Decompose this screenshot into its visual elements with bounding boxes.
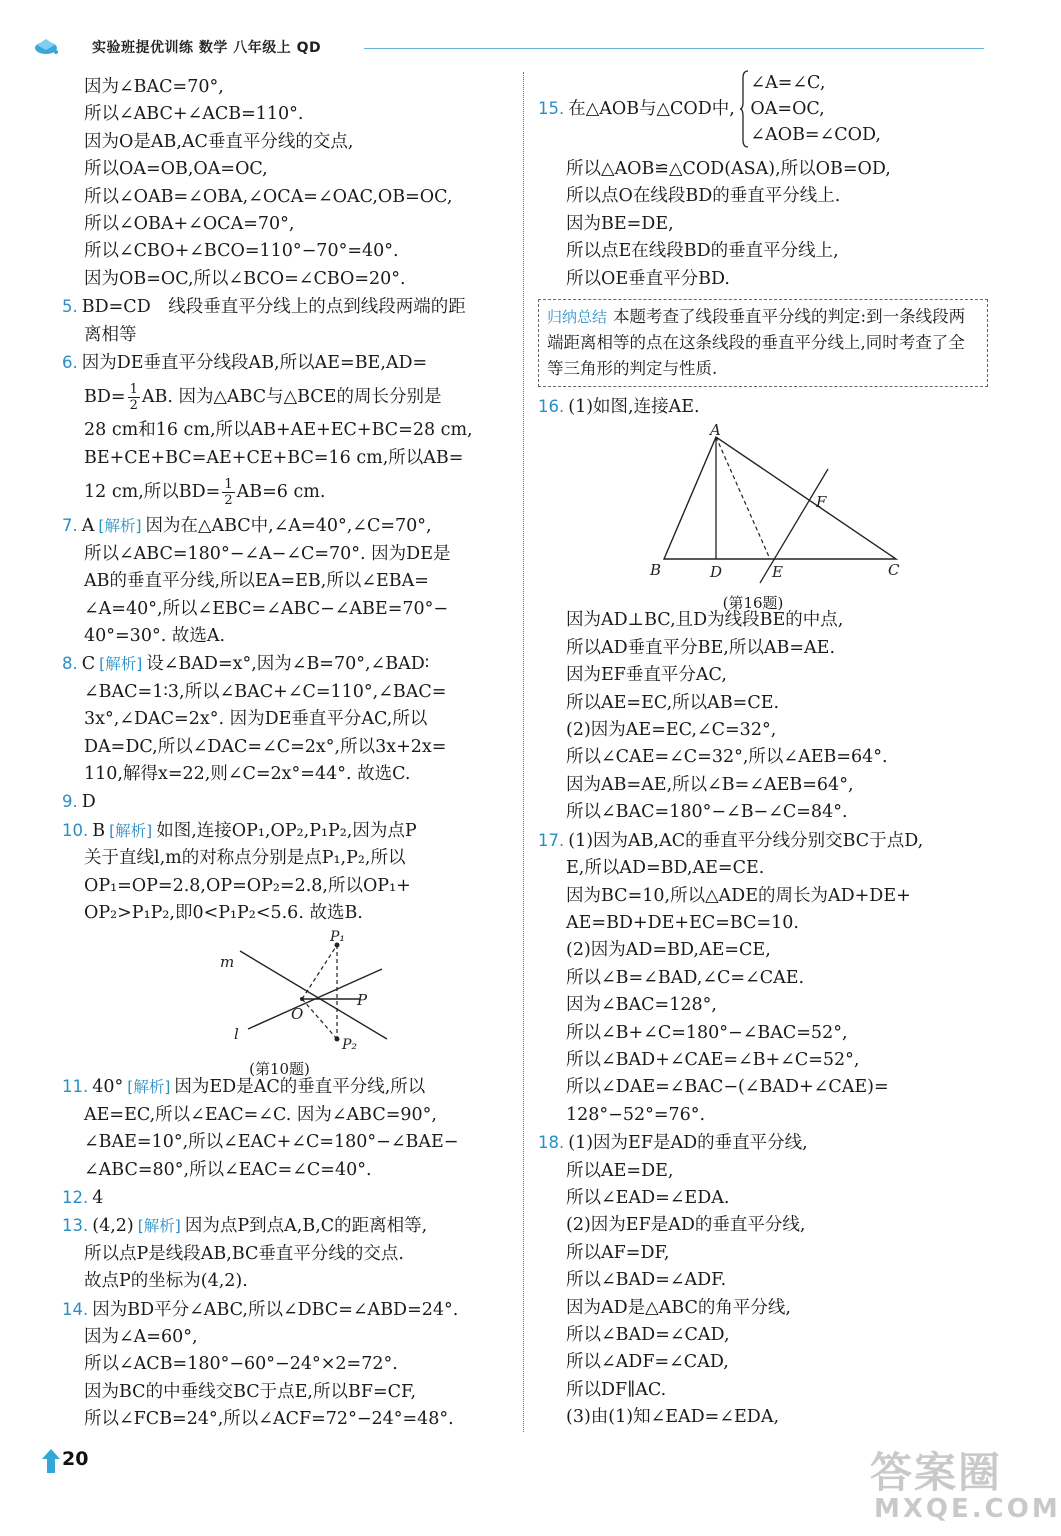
label-P: P (357, 991, 368, 1010)
header-title: 实验班提优训练 数学 八年级上 QD (92, 40, 322, 56)
answer-8: 8. C [解析] 设∠BAD=x°,因为∠B=70°,∠BAD∶ ∠BAC=1∶3,所以∠BAC+∠C=110°,∠BAC= 3x°,∠DAC=2x°. 因为DE垂直平分AC,所以 DA=DC,所以∠DAC=∠C=2x°,所以3x+2x= 110,解得x=22,则∠C=2x°=44°. 故选C. (62, 654, 447, 784)
figure-16-diagram (538, 421, 988, 583)
label-m: m (220, 953, 235, 972)
triangle-ABC (664, 437, 896, 559)
svg-text:D: D (710, 563, 723, 582)
svg-text:C: C (888, 561, 900, 580)
answer-5: 5. BD=CD 线段垂直平分线上的点到线段两端的距 离相等 (62, 297, 466, 345)
page-number: 20 (40, 1445, 100, 1475)
answer-18: 18. (1)因为EF是AD的垂直平分线, 所以AE=DE, 所以∠EAD=∠EDA. (2)因为EF是AD的垂直平分线, 所以AF=DF, 所以∠BAD=∠ADF. 因为AD是△ABC的角平分线, 所以∠BAD=∠CAD, 所以∠ADF=∠CAD, 所以DF∥AC. (3)由(1)知∠EAD=∠EDA, (538, 1133, 808, 1428)
analysis-tag: [解析] (98, 517, 142, 536)
label-O: O (291, 1005, 304, 1024)
label-l: l (234, 1025, 239, 1044)
summary-box (538, 299, 988, 387)
figure-10 (62, 929, 517, 1078)
answer-13: 13. (4,2) [解析] 因为点P到点A,B,C的距离相等, 所以点P是线段AB,BC垂直平分线的交点. 故点P的坐标为(4,2). (62, 1216, 428, 1292)
analysis-tag: [解析] (127, 1078, 171, 1097)
answer-12: 12. 4 (62, 1188, 104, 1208)
watermark (860, 1440, 1061, 1530)
line-EF (760, 469, 828, 583)
figure-10-caption: (第10题) (249, 1059, 310, 1078)
point-P2 (335, 1037, 340, 1042)
summary-text: 本题考查了线段垂直平分线的判定:到一条线段两端距离相等的点在这条线段的垂直平分线上,同时考查了全等三角形的判定与性质. (547, 307, 966, 379)
svg-text:A: A (710, 421, 721, 440)
svg-text:E: E (772, 563, 783, 582)
figure-16-caption: (第16题) (722, 593, 784, 612)
answer-6: 6. 因为DE垂直平分线段AB,所以AE=BE,AD= BD= $\frac{1}{2}$ AB. 因为△ABC与△BCE的周长分别是 28 cm和16 cm,所以AB+AE+EC+BC=28 cm, BE+CE+BC=AE+CE+BC=16 cm,所以AB= 12 cm,所以BD= $\frac{1}{2}$ AB=6 cm. (62, 353, 473, 509)
page-header (34, 36, 984, 58)
label-P2: P₂ (342, 1037, 358, 1054)
answer-9: 9. D (62, 792, 96, 813)
analysis-tag: [解析] (137, 1217, 181, 1236)
answer-11: 11. 40° [解析] 因为ED是AC的垂直平分线,所以 AE=EC,所以∠EAC=∠C. 因为∠ABC=90°, ∠BAE=10°,所以∠EAC+∠C=180°−∠BAE− ∠ABC=80°,所以∠EAC=∠C=40°. (62, 1077, 459, 1180)
analysis-tag: [解析] (99, 655, 143, 674)
analysis-tag: [解析] (109, 821, 153, 840)
answer-16: 16. (1)如图,连接AE. A B D E C F (第16题) 因为AD⊥BC,且D为线段BE的中点, 所以AD垂直平分BE,所以AB=AE. 因为EF垂直平分AC, 所以AE=EC,所以AB=CE. (2)因为AE=EC,∠C=32°, 所以∠CAE=∠C=32°,所以∠AEB=64°. 因为AB=AE,所以∠B=∠AEB=64°, 所以∠BAC=180°−∠B−∠C=84°. (538, 393, 988, 827)
label-P1: P₁ (330, 929, 346, 946)
book-logo-icon (34, 36, 60, 56)
right-column (538, 74, 988, 1432)
left-column (62, 74, 517, 1434)
answer-17: 17. (1)因为AB,AC的垂直平分线分别交BC于点D, E,所以AD=BD,AE=CE. 因为BC=10,所以△ADE的周长为AD+DE+ AE=BD+DE+EC=BC=10. (2)因为AD=BD,AE=CE, 所以∠B=∠BAD,∠C=∠CAE. 因为∠BAC=128°, 所以∠B+∠C=180°−∠BAC=52°, 所以∠BAD+∠CAE=∠B+∠C=52°, 所以∠DAE=∠BAC−(∠BAD+∠CAE)= 128°−52°=76°. (538, 830, 924, 1125)
figure-10-diagram (62, 929, 517, 1054)
summary-label: 归纳总结 (547, 308, 608, 327)
answer-7: 7. A [解析] 因为在△ABC中,∠A=40°,∠C=70°, 所以∠ABC=180°−∠A−∠C=70°. 因为DE是 AB的垂直平分线,所以EA=EB,所以∠EBA= ∠A=40°,所以∠EBC=∠ABC−∠ABE=70°− 40°=30°. 故选A. (62, 516, 451, 646)
figure-16 (538, 421, 988, 612)
brace-conditions: ∠A=∠C, OA=OC, ∠AOB=∠COD, (740, 70, 881, 148)
header-rule (364, 48, 984, 49)
page-arrow-icon (40, 1447, 62, 1475)
watermark-top: 答案圈 (870, 1448, 1003, 1497)
answer-14: 14. 因为BD平分∠ABC,所以∠DBC=∠ABD=24°. 因为∠A=60°, 所以∠ACB=180°−60°−24°×2=72°. 因为BC的中垂线交BC于点E,所以BF=CF, 所以∠FCB=24°,所以∠ACF=72°−24°=48°. (62, 1299, 459, 1430)
fraction-half: $\frac{1}{2}$ (129, 382, 138, 414)
point-O (300, 997, 304, 1001)
segment-OP2 (302, 999, 337, 1039)
column-divider (523, 72, 524, 1432)
answer-15: 15. 在△AOB与△COD中, ∠A=∠C, OA=OC, ∠AOB=∠COD, 所以△AOB≌△COD(ASA),所以OB=OD, 所以点O在线段BD的垂直平分线上. 因为BE=DE, 所以点E在线段BD的垂直平分线上, 所以OE垂直平分BD. (538, 74, 988, 293)
watermark-bottom: MXQE.COM (874, 1494, 1061, 1524)
prev-answer-continuation: 因为∠BAC=70°, 所以∠ABC+∠ACB=110°. 因为O是AB,AC垂直平分线的交点, 所以OA=OB,OA=OC, 所以∠OAB=∠OBA,∠OCA=∠OAC,OB=OC, 所以∠OBA+∠OCA=70°, 所以∠CBO+∠BCO=110°−70°=40°. 因为OB=OC,所以∠BCO=∠CBO=20°. (84, 77, 453, 289)
svg-text:F: F (816, 493, 827, 512)
fraction-half: $\frac{1}{2}$ (224, 477, 233, 509)
svg-text:B: B (650, 561, 662, 580)
answer-10: 10. B [解析] 如图,连接OP₁,OP₂,P₁P₂,因为点P 关于直线l,m的对称点分别是点P₁,P₂,所以 OP₁=OP=2.8,OP=OP₂=2.8,所以OP₁+ OP₂>P₁P₂,即0<P₁P₂<5.6. 故选B. m l O P P₁ P₂ (第10题) (62, 817, 517, 1070)
